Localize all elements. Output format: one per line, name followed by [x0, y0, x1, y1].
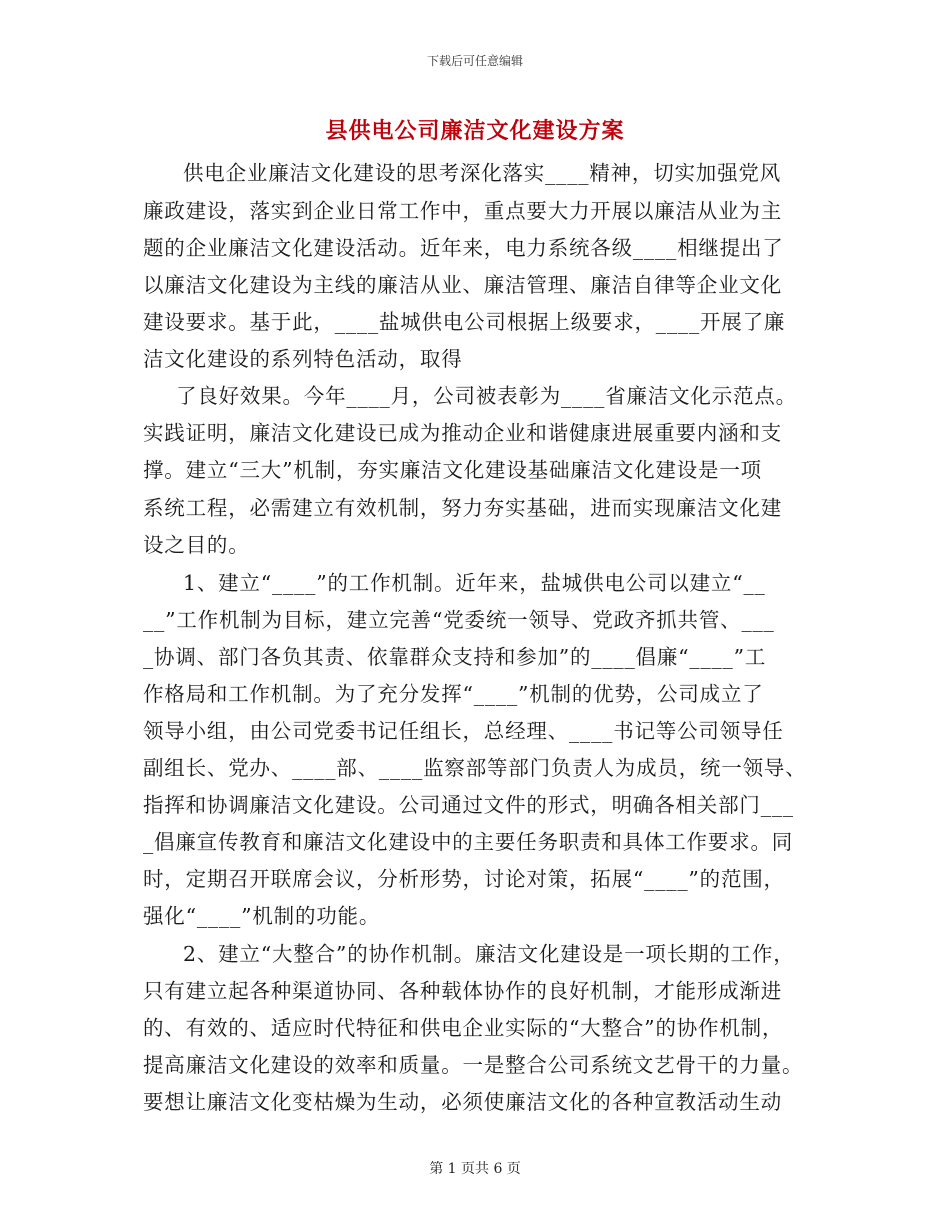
body-line: 1、建立“____”的工作机制。近年来，盐城供电公司以建立“__ — [183, 571, 766, 595]
body-line: 建设要求。基于此，____盐城供电公司根据上级要求，____开展了廉 — [143, 310, 786, 334]
body-line: 廉政建设，落实到企业日常工作中，重点要大力开展以廉洁从业为主 — [143, 199, 782, 223]
page-footer: 第 1 页共 6 页 — [429, 1161, 521, 1177]
body-line: 系统工程，必需建立有效机制，努力夯实基础，进而实现廉洁文化建 — [143, 496, 782, 520]
body-line: 要想让廉洁文化变枯燥为生动，必须使廉洁文化的各种宣教活动生动 — [143, 1090, 782, 1114]
body-line: 实践证明，廉洁文化建设已成为推动企业和谐健康进展重要内涵和支 — [143, 421, 782, 445]
body-line: 领导小组，由公司党委书记任组长，总经理、____书记等公司领导任 — [143, 719, 784, 743]
document-title: 县供电公司廉洁文化建设方案 — [325, 118, 625, 144]
page-header: 下载后可任意编辑 — [426, 54, 523, 68]
body-line: 供电企业廉洁文化建设的思考深化落实____精神，切实加强党风 — [183, 161, 781, 185]
body-line: 强化“____”机制的功能。 — [143, 904, 381, 928]
body-line: _倡廉宣传教育和廉洁文化建设中的主要任务职责和具体工作要求。同 — [143, 830, 794, 854]
body-line: 时，定期召开联席会议，分析形势，讨论对策，拓展“____”的范围， — [143, 867, 785, 891]
body-line: 指挥和协调廉洁文化建设。公司通过文件的形式，明确各相关部门___ — [143, 793, 794, 817]
body-line: 设之目的。 — [143, 533, 250, 557]
body-line: 的、有效的、适应时代特征和供电企业实际的“大整合”的协作机制， — [143, 1016, 784, 1040]
body-line: 了良好效果。今年____月，公司被表彰为____省廉洁文化示范点。 — [176, 384, 797, 408]
body-line: __”工作机制为目标，建立完善“党委统一领导、党政齐抓共管、___ — [143, 608, 775, 632]
body-line: 题的企业廉洁文化建设活动。近年来，电力系统各级____相继提出了 — [143, 236, 784, 260]
body-line: 以廉洁文化建设为主线的廉洁从业、廉洁管理、廉洁自律等企业文化 — [143, 273, 782, 297]
body-line: 作格局和工作机制。为了充分发挥“____”机制的优势，公司成立了 — [143, 682, 764, 706]
body-line: _协调、部门各负其责、依靠群众支持和参加”的____倡廉“____”工 — [143, 645, 767, 669]
body-line: 洁文化建设的系列特色活动，取得 — [143, 347, 463, 371]
body-line: 副组长、党办、____部、____监察部等部门负责人为成员，统一领导、 — [143, 756, 807, 780]
body-line: 撑。建立“三大”机制，夯实廉洁文化建设基础廉洁文化建设是一项 — [143, 458, 762, 482]
body-line: 2、建立“大整合”的协作机制。廉洁文化建设是一项长期的工作， — [183, 942, 795, 966]
body-line: 只有建立起各种渠道协同、各种载体协作的良好机制，才能形成渐进 — [143, 979, 782, 1003]
body-line: 提高廉洁文化建设的效率和质量。一是整合公司系统文艺骨干的力量。 — [143, 1053, 804, 1077]
